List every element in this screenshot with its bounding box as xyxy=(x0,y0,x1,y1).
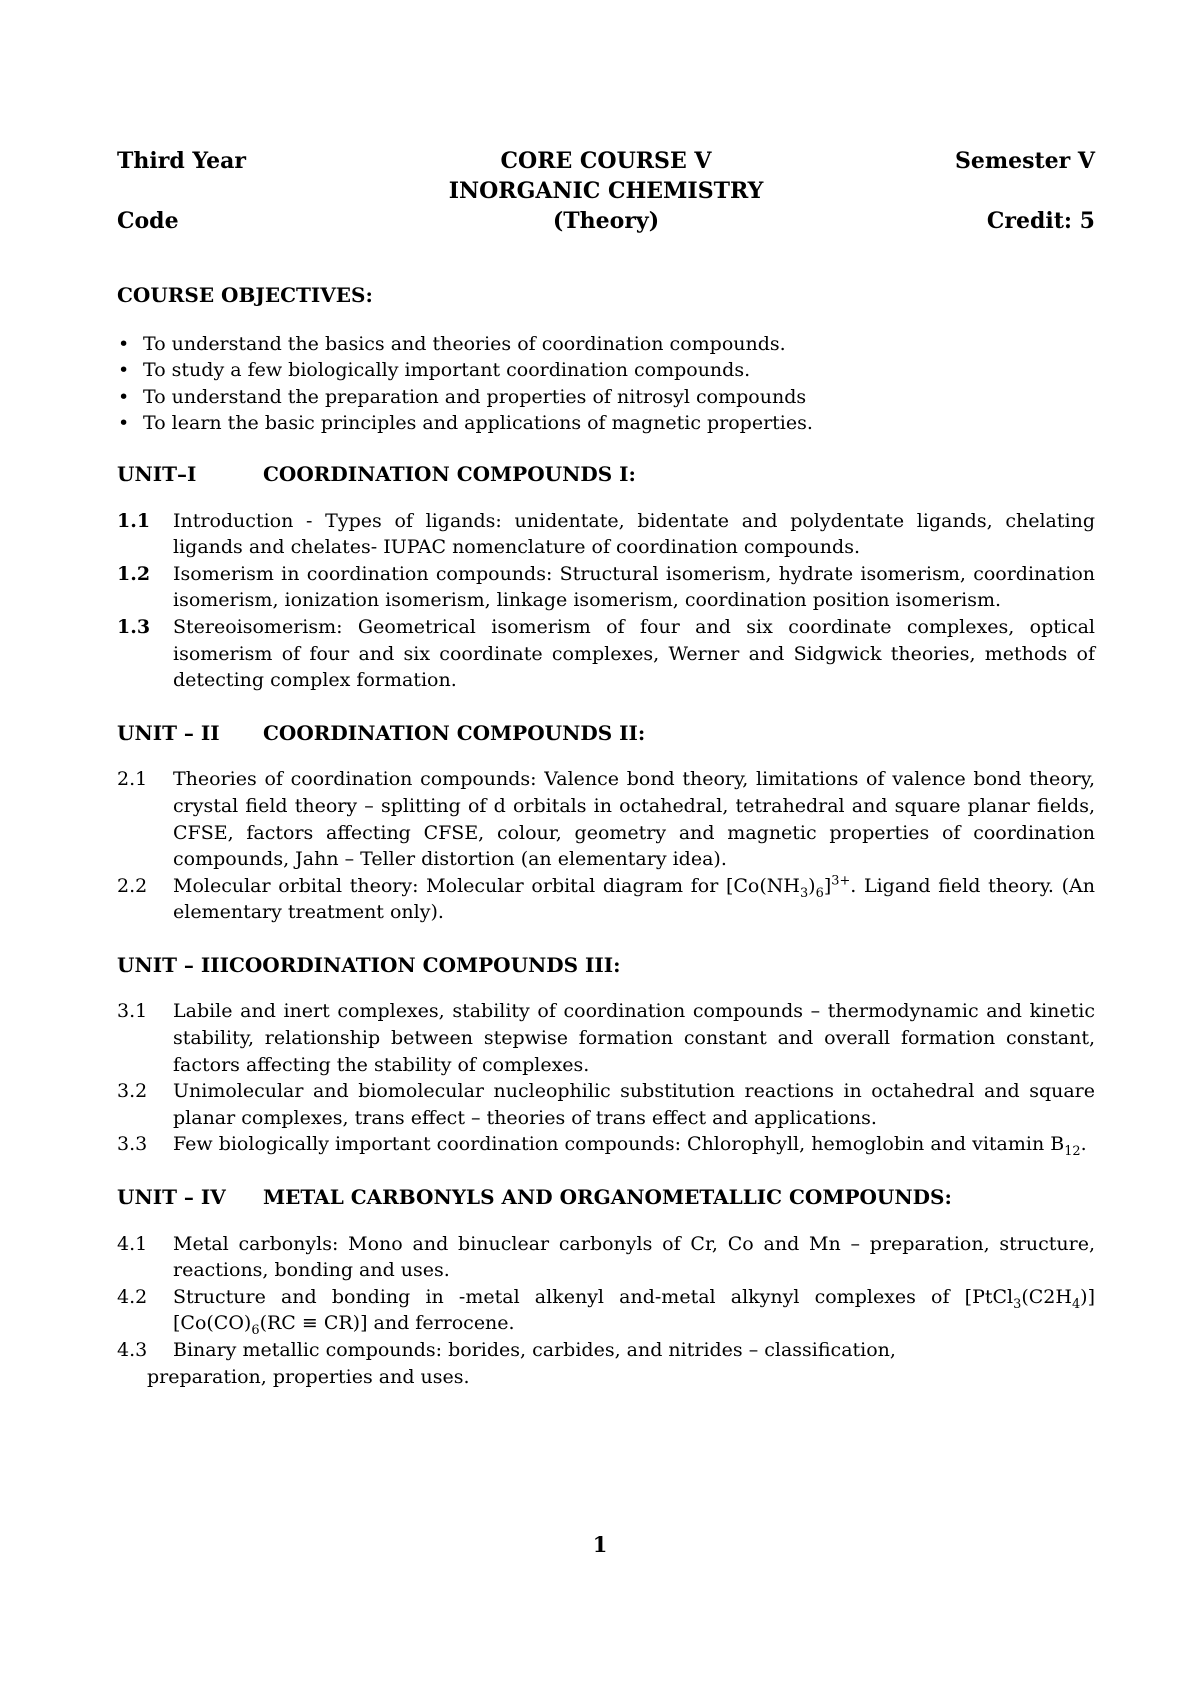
objectives-list xyxy=(117,331,1095,437)
unit-item xyxy=(117,1131,1095,1158)
unit-4-items xyxy=(117,1231,1095,1391)
unit-item xyxy=(117,614,1095,694)
text-part: Few biologically important coordination compounds: Chlorophyll, hemoglobin and vitamin B xyxy=(173,1133,1065,1156)
page-number: 1 xyxy=(592,1532,608,1557)
unit-3-heading xyxy=(117,952,1095,979)
item-number: 3.3 xyxy=(117,1133,148,1156)
text-part: ] xyxy=(823,874,832,897)
unit-number: UNIT – IV xyxy=(117,1185,226,1210)
unit-item xyxy=(117,998,1095,1078)
unit-item xyxy=(117,1231,1095,1284)
objective-item: • To understand the preparation and properties of nitrosyl compounds xyxy=(143,384,1095,411)
item-number: 1.1 xyxy=(117,509,151,532)
unit-title: METAL CARBONYLS AND ORGANOMETALLIC COMPOUNDS: xyxy=(263,1185,952,1210)
unit-2-items xyxy=(117,766,1095,926)
item-text xyxy=(173,1131,1095,1158)
item-number: 2.2 xyxy=(117,874,148,897)
subscript: 12 xyxy=(1064,1144,1081,1160)
text-part: . Ligand field theory. (An elementary treatment only). xyxy=(173,874,1095,924)
unit-number: UNIT – II xyxy=(117,720,220,745)
semester-label: Semester V xyxy=(954,148,1095,174)
item-text: Theories of coordination compounds: Valence bond theory, limitations of valence bond theory, crystal field theory – splitting of d orbitals in octahedral, tetrahedral and square planar fields, CFSE, factors affecting CFSE, colour, geometry and magnetic properties of coordination compounds, Jahn – Teller distortion (an elementary idea). xyxy=(173,768,1095,871)
subscript: 4 xyxy=(1071,1296,1081,1312)
text-part: )] [Co(CO) xyxy=(173,1285,1095,1335)
header-row-2 xyxy=(117,178,1095,208)
code-label: Code xyxy=(117,208,179,234)
item-number: 3.2 xyxy=(117,1080,148,1103)
header-row-1 xyxy=(117,148,1095,178)
unit-number: UNIT – III xyxy=(117,952,229,977)
item-text: Unimolecular and biomolecular nucleophilic substitution reactions in octahedral and square planar complexes, trans effect – theories of trans effect and applications. xyxy=(173,1080,1095,1129)
objectives-title: COURSE OBJECTIVES: xyxy=(117,283,373,307)
text-part: ) xyxy=(808,874,816,897)
unit-item xyxy=(117,1078,1095,1131)
unit-item xyxy=(117,1284,1095,1337)
item-number: 3.1 xyxy=(117,1000,148,1023)
item-text-continued: preparation, properties and uses. xyxy=(147,1365,470,1388)
subscript: 6 xyxy=(815,885,824,901)
text-part: (RC ≡ CR)] and ferrocene. xyxy=(259,1312,515,1335)
subscript: 3 xyxy=(799,885,809,901)
unit-1-heading xyxy=(117,461,1095,488)
item-text: Introduction - Types of ligands: unidentate, bidentate and polydentate ligands, chelating ligands and chelates- IUPAC nomenclature of coordination compounds. xyxy=(173,509,1095,559)
subscript: 3 xyxy=(1013,1296,1022,1312)
type-label: (Theory) xyxy=(552,208,660,234)
item-text: Stereoisomerism: Geometrical isomerism of four and six coordinate complexes, optical isomerism of four and six coordinate complexes, Werner and Sidgwick theories, methods of detecting complex formation. xyxy=(173,615,1095,692)
item-text: Labile and inert complexes, stability of coordination compounds – thermodynamic and kinetic stability, relationship between stepwise formation constant and overall formation constant, factors affecting the stability of complexes. xyxy=(173,1000,1095,1076)
unit-title: COORDINATION COMPOUNDS I: xyxy=(263,461,636,486)
item-number: 4.2 xyxy=(117,1285,148,1308)
document-body xyxy=(117,282,1095,1390)
unit-item xyxy=(117,766,1095,872)
unit-title: COORDINATION COMPOUNDS III: xyxy=(228,952,621,977)
text-part: Structure and bonding in -metal alkenyl and-metal alkynyl complexes of [PtCl xyxy=(173,1285,1014,1308)
unit-item xyxy=(117,561,1095,614)
unit-1-items xyxy=(117,508,1095,694)
subscript: 6 xyxy=(251,1323,260,1339)
unit-4-heading xyxy=(117,1184,1095,1211)
course-label: CORE COURSE V xyxy=(500,148,712,174)
unit-number: UNIT–I xyxy=(117,461,197,486)
item-text xyxy=(173,1284,1095,1337)
unit-title: COORDINATION COMPOUNDS II: xyxy=(263,720,646,745)
subject-title: INORGANIC CHEMISTRY xyxy=(448,178,764,204)
credit-label: Credit: 5 xyxy=(986,208,1095,234)
text-part: . xyxy=(1080,1133,1087,1156)
item-text: Isomerism in coordination compounds: Structural isomerism, hydrate isomerism, coordination isomerism, ionization isomerism, linkage isomerism, coordination position isomerism. xyxy=(173,562,1095,612)
superscript: 3+ xyxy=(831,873,851,889)
header-row-3 xyxy=(117,208,1095,238)
item-number: 2.1 xyxy=(117,768,148,791)
unit-item xyxy=(117,873,1095,926)
unit-item xyxy=(117,508,1095,561)
item-text: Binary metallic compounds: borides, carbides, and nitrides – classification, xyxy=(173,1339,896,1361)
text-part: (C2H xyxy=(1021,1285,1072,1308)
unit-3-items xyxy=(117,998,1095,1158)
item-number: 4.1 xyxy=(117,1232,148,1255)
item-number: 1.2 xyxy=(117,562,151,585)
item-number: 1.3 xyxy=(117,615,151,638)
year-label: Third Year xyxy=(117,148,246,174)
unit-item xyxy=(117,1337,1095,1390)
objective-item: • To understand the basics and theories of coordination compounds. xyxy=(143,331,1095,358)
text-part: Molecular orbital theory: Molecular orbital diagram for [Co(NH xyxy=(173,874,800,897)
item-text xyxy=(173,873,1095,926)
objective-item: • To study a few biologically important coordination compounds. xyxy=(143,357,1095,384)
item-number: 4.3 xyxy=(117,1339,148,1361)
unit-2-heading xyxy=(117,720,1095,747)
item-text: Metal carbonyls: Mono and binuclear carbonyls of Cr, Co and Mn – preparation, structure, reactions, bonding and uses. xyxy=(173,1232,1095,1282)
objective-item: • To learn the basic principles and applications of magnetic properties. xyxy=(143,410,1095,437)
